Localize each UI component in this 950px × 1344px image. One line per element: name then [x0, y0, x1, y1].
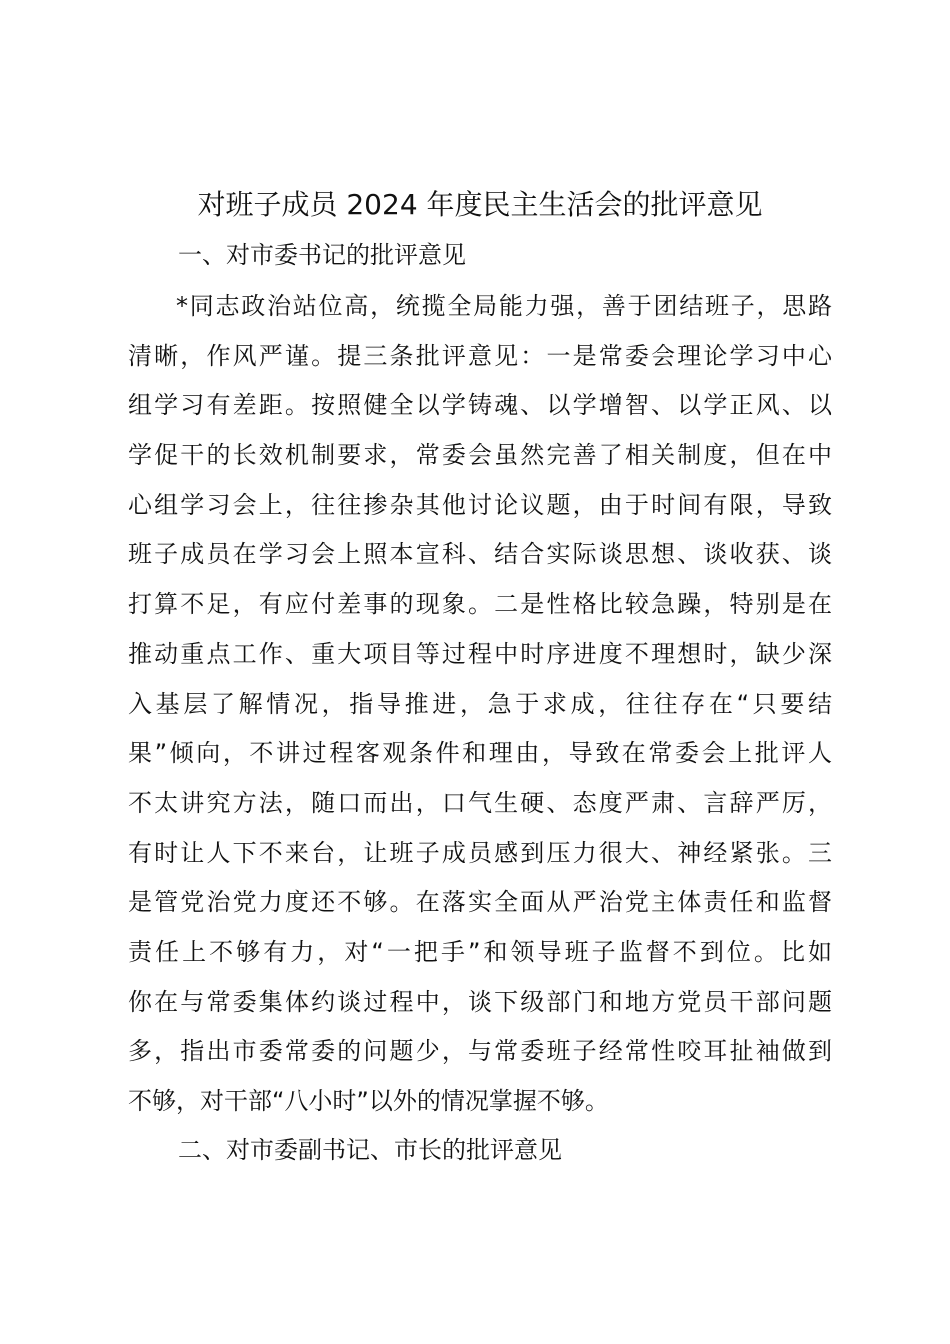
body-line: 你在与常委集体约谈过程中，谈下级部门和地方党员干部问题: [128, 987, 832, 1016]
body-line: 组学习有差距。按照健全以学铸魂、以学增智、以学正风、以: [128, 391, 832, 420]
body-line: 是管党治党力度还不够。在落实全面从严治党主体责任和监督: [128, 888, 832, 917]
body-line: 清晰，作风严谨。提三条批评意见：一是常委会理论学习中心: [128, 341, 832, 370]
body-line: 班子成员在学习会上照本宣科、结合实际谈思想、谈收获、谈: [128, 540, 832, 569]
body-line: 打算不足，有应付差事的现象。二是性格比较急躁，特别是在: [128, 590, 832, 619]
body-line: 学促干的长效机制要求，常委会虽然完善了相关制度，但在中: [128, 441, 832, 470]
body-line: 推动重点工作、重大项目等过程中时序进度不理想时，缺少深: [128, 639, 832, 668]
section-1-heading: 一、对市委书记的批评意见: [178, 241, 466, 269]
section-2-heading: 二、对市委副书记、市长的批评意见: [178, 1136, 562, 1164]
body-line: 多，指出市委常委的问题少，与常委班子经常性咬耳扯袖做到: [128, 1037, 832, 1066]
body-line: 不够，对干部“八小时”以外的情况掌握不够。: [128, 1087, 609, 1115]
body-line: 心组学习会上，往往掺杂其他讨论议题，由于时间有限，导致: [128, 490, 832, 519]
body-line: 不太讲究方法，随口而出，口气生硬、态度严肃、言辞严厉，: [128, 788, 832, 817]
body-line: 有时让人下不来台，让班子成员感到压力很大、神经紧张。三: [128, 838, 832, 867]
body-line: *同志政治站位高，统揽全局能力强，善于团结班子，思路: [176, 292, 832, 320]
document-page: [128, 0, 832, 1344]
body-line: 果”倾向，不讲过程客观条件和理由，导致在常委会上批评人: [128, 739, 832, 768]
body-line: 入基层了解情况，指导推进，急于求成，往往存在“只要结: [128, 689, 832, 718]
section-1-body: [128, 282, 832, 1127]
body-line: 责任上不够有力，对“一把手”和领导班子监督不到位。比如: [128, 937, 832, 966]
document-title: 对班子成员 2024 年度民主生活会的批评意见: [197, 188, 763, 221]
